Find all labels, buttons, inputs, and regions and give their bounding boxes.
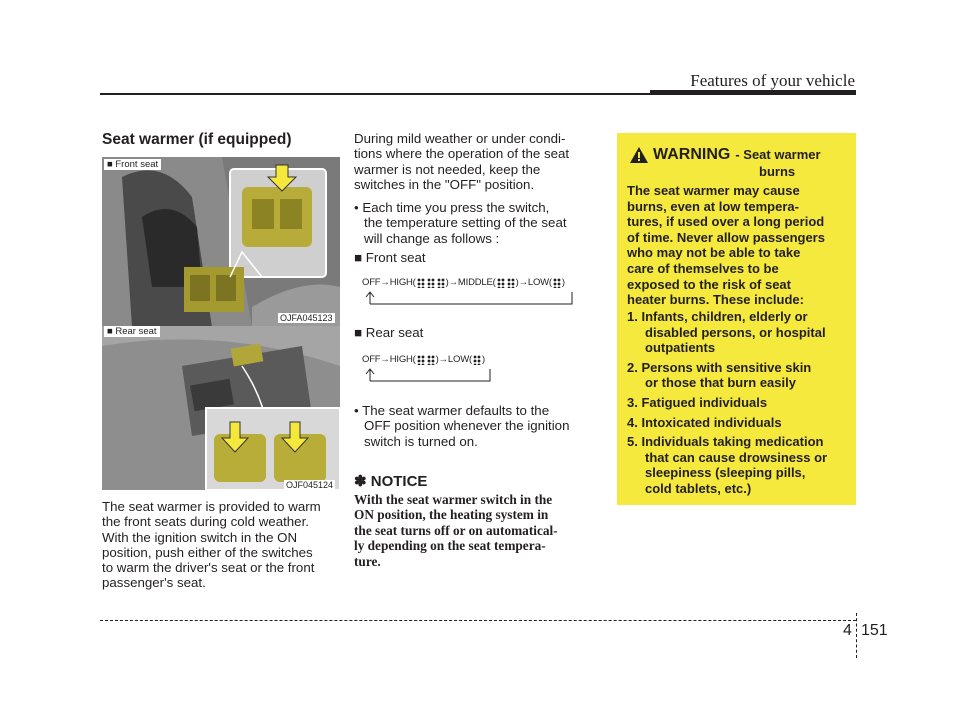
heat-middle-icon (507, 278, 515, 288)
front-seat-label: ■ Front seat (104, 159, 161, 170)
list-item (627, 309, 853, 356)
text-line: care of themselves to be (627, 260, 779, 276)
list-item (627, 434, 853, 496)
seq-arrow: → (448, 277, 458, 288)
seq-close: ) (435, 354, 439, 365)
text-line: exposed to the risk of seat (627, 276, 791, 292)
text-line: ON position, the heating system in (354, 507, 549, 523)
text-line: 4. Intoxicated individuals (627, 414, 782, 430)
seq-arrow: → (380, 354, 390, 365)
footer-divider (856, 613, 857, 658)
section-title: Seat warmer (if equipped) (102, 131, 292, 148)
text-line: heater burns. These include: (627, 292, 804, 308)
text-line: outpatients (645, 340, 716, 356)
text-line: to warm the driver's seat or the front (102, 560, 315, 576)
heat-high-icon (427, 355, 435, 365)
front-seat-figure-code: OJFA045123 (280, 313, 333, 323)
seq-close: ) (481, 354, 485, 365)
text-line: ly depending on the seat tempera- (354, 538, 546, 554)
text-line: burns, even at low tempera- (627, 198, 799, 214)
rear-seat-label: ■ Rear seat (104, 326, 160, 337)
list-item (627, 395, 853, 411)
seq-low: LOW( (447, 354, 472, 365)
text-line: disabled persons, or hospital (645, 324, 826, 340)
list-item (627, 415, 853, 431)
heat-high-icon (437, 278, 445, 288)
notice-body (354, 492, 600, 569)
text-line: 2. Persons with sensitive skin (627, 359, 812, 375)
text-line: warmer is not needed, keep the (354, 161, 541, 177)
seq-off: OFF (362, 277, 381, 288)
front-seat-sequence (362, 277, 565, 288)
running-header: Features of your vehicle (690, 71, 855, 90)
warning-header (629, 146, 821, 164)
heat-low-icon (473, 355, 481, 365)
warning-intro (627, 183, 851, 308)
seq-close: ) (515, 277, 519, 288)
text-line: sleepiness (sleeping pills, (645, 465, 806, 481)
text-line: 1. Infants, children, elderly or (627, 309, 808, 324)
rear-seat-heading: ■ Rear seat (354, 325, 424, 340)
page-number: 151 (861, 622, 888, 639)
seq-arrow: → (518, 277, 528, 288)
front-seat-figure (102, 157, 340, 327)
text-line: tions where the operation of the seat (354, 146, 570, 162)
text-line: ture. (354, 553, 381, 569)
rear-seat-figure (102, 326, 340, 490)
heat-middle-icon (497, 278, 505, 288)
warning-subtitle-2: burns (759, 164, 796, 179)
seq-arrow: → (380, 277, 390, 288)
seq-high: HIGH( (389, 277, 416, 288)
mid-paragraph (354, 131, 602, 192)
text-line: tures, if used over a long period (627, 214, 825, 230)
seq-arrow: → (438, 354, 448, 365)
warning-list (627, 309, 853, 497)
text-line: the temperature setting of the seat (364, 215, 567, 231)
chapter-number: 4 (843, 622, 852, 639)
text-line: During mild weather or under condi- (354, 131, 566, 146)
rear-seat-loop-arrow (364, 367, 494, 383)
left-paragraph (102, 499, 342, 591)
text-line: 3. Fatigued individuals (627, 394, 768, 410)
heat-low-icon (553, 278, 561, 288)
heat-high-icon (417, 278, 425, 288)
text-line: The seat warmer may cause (627, 183, 800, 198)
warning-title: WARNING (653, 146, 731, 163)
seq-middle: MIDDLE( (457, 277, 496, 288)
text-line: • The seat warmer defaults to the (354, 403, 550, 418)
front-seat-illustration (102, 157, 340, 327)
warning-subtitle: - Seat warmer (735, 147, 821, 163)
heat-high-icon (427, 278, 435, 288)
rear-seat-sequence (362, 354, 485, 365)
notice-title: ✽ NOTICE (354, 473, 428, 490)
seq-high: HIGH( (389, 354, 416, 365)
warning-triangle-icon (629, 146, 649, 164)
text-line: who may not be able to take (627, 245, 801, 261)
text-line: switch is turned on. (364, 433, 478, 449)
seq-off: OFF (362, 354, 381, 365)
text-line: that can cause drowsiness or (645, 449, 828, 465)
rear-seat-illustration (102, 326, 340, 490)
text-line: With the ignition switch in the ON (102, 529, 298, 545)
text-line: position, push either of the switches (102, 544, 313, 560)
warning-box (617, 133, 856, 505)
list-item (627, 360, 853, 391)
text-line: OFF position whenever the ignition (364, 418, 570, 434)
text-line: passenger's seat. (102, 575, 206, 591)
footer-rule (100, 620, 856, 621)
text-line: of time. Never allow passengers (627, 229, 825, 245)
text-line: • Each time you press the switch, (354, 200, 550, 215)
front-seat-loop-arrow (364, 290, 578, 306)
seq-low: LOW( (527, 277, 552, 288)
text-line: 5. Individuals taking medication (627, 434, 824, 450)
text-line: the front seats during cold weather. (102, 514, 309, 530)
text-line: With the seat warmer switch in the (354, 492, 553, 507)
rear-seat-figure-code: OJF045124 (286, 480, 334, 490)
header-bar (650, 90, 856, 95)
front-seat-heading: ■ Front seat (354, 250, 426, 265)
heat-high-icon (417, 355, 425, 365)
text-line: the seat turns off or on automatical- (354, 522, 558, 538)
bullet-press-switch (354, 200, 602, 246)
text-line: will change as follows : (364, 230, 500, 246)
seq-close: ) (561, 277, 565, 288)
text-line: The seat warmer is provided to warm (102, 499, 321, 514)
bullet-defaults-off (354, 403, 602, 449)
text-line: or those that burn easily (645, 375, 796, 391)
text-line: cold tablets, etc.) (645, 480, 752, 496)
text-line: switches in the "OFF" position. (354, 176, 535, 192)
seq-close: ) (445, 277, 449, 288)
